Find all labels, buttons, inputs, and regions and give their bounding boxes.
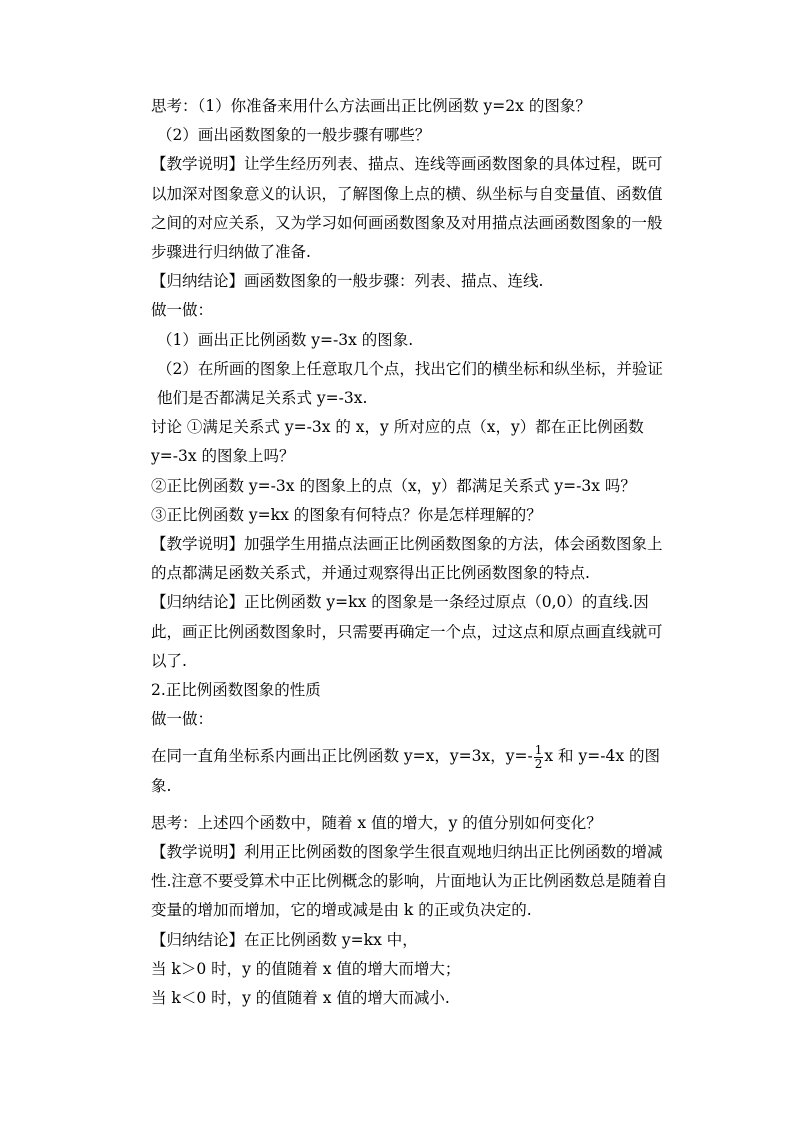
teaching-note-2: 【教学说明】加强学生用描点法画正比例函数图象的方法，体会函数图象上的点都满足函数关系式，并通过观察得出正比例函数图象的特点.: [151, 535, 663, 583]
conclusion-3: 【归纳结论】在正比例函数 y=kx 中，: [151, 930, 418, 949]
property-k-positive: 当 k＞0 时，y 的值随着 x 值的增大而增大；: [151, 959, 461, 978]
think-question-1: 思考：（1）你准备来用什么方法画出正比例函数 y=2x 的图象？: [151, 97, 591, 115]
task-3-text-after: x 和 y=-4x 的图象.: [151, 747, 660, 795]
document-body: [120, 92, 676, 1013]
try-it-heading-1: 做一做：: [151, 301, 214, 320]
discussion-1: 讨论 ①满足关系式 y=-3x 的 x，y 所对应的点（x，y）都在正比例函数 y=-3x 的图象上吗？: [151, 418, 644, 466]
fraction-denominator: 2: [534, 756, 543, 771]
property-k-negative: 当 k＜0 时，y 的值随着 x 值的增大而减小.: [151, 989, 450, 1008]
try-it-task-2: （2）在所画的图象上任意取几个点，找出它们的横坐标和纵坐标，并验证他们是否都满足关系式 y=-3x.: [157, 359, 663, 408]
section-heading-2: 2.正比例函数图象的性质: [151, 681, 321, 700]
conclusion-2: 【归纳结论】正比例函数 y=kx 的图象是一条经过原点（0,0）的直线.因此，画正比例函数图象时，只需要再确定一个点，过这点和原点画直线就可以了.: [151, 593, 663, 670]
conclusion-1: 【归纳结论】画函数图象的一般步骤：列表、描点、连线.: [151, 272, 544, 291]
task-3-text-before: 在同一直角坐标系内画出正比例函数 y=x，y=3x，y=-: [151, 747, 533, 766]
try-it-task-1: （1）画出正比例函数 y=-3x 的图象.: [157, 330, 414, 349]
try-it-heading-2: 做一做：: [151, 710, 214, 729]
fraction-one-half: [534, 744, 544, 771]
try-it-task-3: [120, 742, 676, 800]
discussion-2: ②正比例函数 y=-3x 的图象上的点（x，y）都满足关系式 y=-3x 吗？: [151, 476, 636, 495]
teaching-note-1: 【教学说明】让学生经历列表、描点、连线等画函数图象的具体过程，既可以加深对图象意义的认识，了解图像上点的横、纵坐标与自变量值、函数值之间的对应关系，又为学习如何画函数图象及对用描点法画函数图象的一般步骤进行归纳做了准备.: [151, 155, 663, 262]
discussion-3: ③正比例函数 y=kx 的图象有何特点？你是怎样理解的？: [151, 505, 542, 524]
teaching-note-3: 【教学说明】利用正比例函数的图象学生很直观地归纳出正比例函数的增减性.注意不要受算术中正比例概念的影响，片面地认为正比例函数总是随着自变量的增加而增加，它的增或减是由 k 的正或负决定的.: [151, 843, 668, 920]
think-question-2: （2）画出函数图象的一般步骤有哪些？: [157, 126, 431, 145]
think-question-3: 思考：上述四个函数中，随着 x 值的增大，y 的值分别如何变化？: [151, 813, 602, 832]
fraction-numerator: 1: [534, 742, 543, 757]
